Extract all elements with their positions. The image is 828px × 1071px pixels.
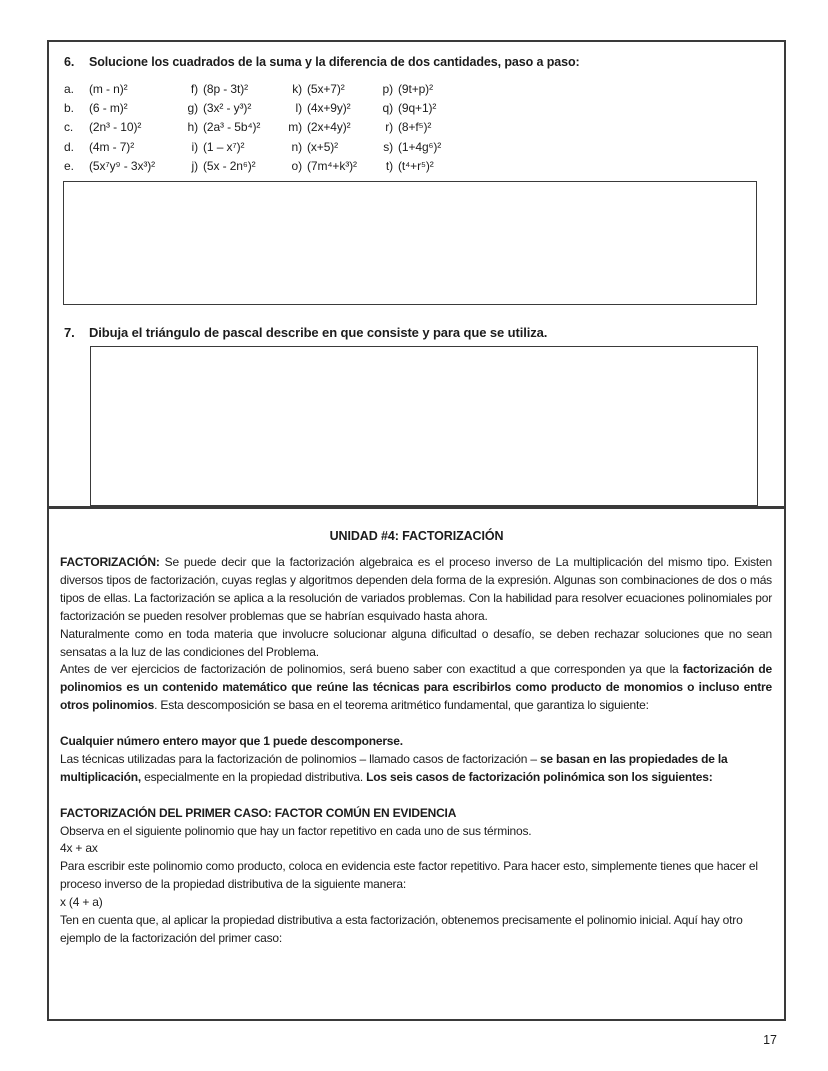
text-segment: Cualquier número entero mayor que 1 puede descomponerse. (60, 734, 403, 749)
exercise-item-expression: (9q+1)² (398, 101, 437, 116)
exercise-item-label: m) (288, 120, 302, 135)
exercise-item (377, 138, 441, 157)
exercise-item-label: c. (64, 120, 74, 135)
exercise-item (64, 118, 182, 137)
unit4-paragraph (60, 554, 772, 626)
exercise-item (182, 118, 286, 137)
exercise-item-label: e. (64, 158, 74, 173)
exercise-item (377, 80, 441, 99)
unit4-title: UNIDAD #4: FACTORIZACIÓN (329, 529, 504, 543)
text-segment: Para escribir este polinomio como producto, coloca en evidencia este factor repetitivo. Para hacer esto, simplemente tienes que hacer el proceso inverso de la propiedad distributiva de la siguiente manera: (60, 859, 758, 892)
text-segment: se basan en las propiedades de la multiplicación, (60, 751, 728, 784)
exercise-item-expression: (5x - 2n⁶)² (203, 158, 256, 173)
exercise-item-label: q) (382, 101, 393, 116)
exercise-6-row (64, 118, 441, 137)
exercise-item (377, 157, 441, 176)
exercise-item-expression: (4m - 7)² (89, 139, 135, 154)
exercise-item (377, 118, 441, 137)
unit4-paragraph (60, 626, 772, 662)
exercise-item-expression: (5x⁷y⁹ - 3x³)² (89, 158, 156, 173)
exercise-6-answer-box[interactable] (63, 181, 757, 305)
exercise-item (286, 118, 377, 137)
exercise-item-label: g) (187, 101, 198, 116)
unit4-paragraph (60, 894, 772, 912)
exercise-item-label: l) (295, 101, 302, 116)
exercise-6-row (64, 80, 441, 99)
exercise-item (377, 99, 441, 118)
exercise-6-title: Solucione los cuadrados de la suma y la diferencia de dos cantidades, paso a paso: (89, 55, 580, 69)
exercise-item-expression: (9t+p)² (398, 82, 433, 96)
exercise-item-label: r) (385, 120, 393, 135)
text-segment: especialmente en la propiedad distributiva. (144, 769, 367, 784)
exercise-item-label: i) (191, 139, 198, 154)
exercise-item-label: o) (291, 158, 302, 173)
unit4-paragraph (60, 823, 772, 841)
exercise-item-expression: (8+f⁵)² (398, 120, 432, 135)
exercise-item-expression: (x+5)² (307, 139, 339, 154)
exercise-item (286, 80, 377, 99)
exercise-item (286, 157, 377, 176)
exercise-item (64, 138, 182, 157)
exercise-item-label: d. (64, 139, 74, 154)
text-segment: Naturalmente como en toda materia que involucre solucionar alguna dificultad o desafío, se deben rechazar soluciones que no sean sensatas a la luz de las condiciones del Problema. (60, 626, 772, 659)
text-segment: factorización de polinomios es un contenido matemático que reúne las técnicas para escribirlos como producto de monomios o incluso entre otros polinomios (60, 662, 773, 713)
exercise-7-heading (64, 325, 547, 340)
exercise-6-row (64, 157, 441, 176)
exercise-item-expression: (8p - 3t)² (203, 82, 249, 96)
exercise-item (64, 157, 182, 176)
exercise-7-answer-box[interactable] (90, 346, 758, 506)
exercise-item-expression: (2a³ - 5b⁴)² (203, 120, 261, 135)
exercise-7-title: Dibuja el triángulo de pascal describe en que consiste y para que se utiliza. (89, 325, 548, 340)
text-segment: FACTORIZACIÓN DEL PRIMER CASO: FACTOR COMÚN EN EVIDENCIA (60, 805, 457, 820)
section-divider (49, 506, 784, 509)
text-segment: Los seis casos de factorización polinómica son los siguientes: (366, 769, 713, 784)
exercise-item-expression: (4x+9y)² (307, 101, 351, 116)
text-segment: Observa en el siguiente polinomio que hay un factor repetitivo en cada uno de sus términos. (60, 823, 532, 838)
exercise-6-number: 6. (64, 55, 75, 69)
exercise-item (182, 99, 286, 118)
exercise-item-label: j) (191, 158, 198, 173)
unit4-paragraph (60, 840, 772, 858)
exercise-6-heading (64, 55, 580, 69)
exercise-item-expression: (6 - m)² (89, 101, 128, 116)
unit4-paragraph (60, 858, 772, 894)
exercise-item-label: a. (64, 82, 74, 96)
exercise-6-row (64, 99, 441, 118)
exercise-item-label: n) (291, 139, 302, 154)
exercise-item-expression: (m - n)² (89, 82, 128, 96)
exercise-item-expression: (3x² - y³)² (203, 101, 252, 116)
text-segment: Ten en cuenta que, al aplicar la propiedad distributiva a esta factorización, obtenemos precisamente el polinomio inicial. Aquí hay otro ejemplo de la factorización del primer caso: (60, 913, 743, 945)
text-segment: Antes de ver ejercicios de factorización de polinomios, será bueno saber con exactitud a que corresponden ya que la (60, 662, 683, 677)
page-number: 17 (763, 1033, 777, 1047)
exercise-item-label: t) (385, 158, 393, 173)
unit4-paragraph (60, 661, 772, 715)
exercise-item-expression: (1+4g⁶)² (398, 139, 442, 154)
exercise-item-label: f) (190, 82, 198, 96)
exercise-item (182, 157, 286, 176)
exercise-6-list (64, 80, 441, 176)
exercise-item-label: k) (292, 82, 302, 96)
exercise-item-expression: (1 – x⁷)² (203, 139, 245, 154)
text-segment: Las técnicas utilizadas para la factorización de polinomios – llamado casos de factorización – (60, 751, 540, 766)
text-segment: Se puede decir que la factorización algebraica es el proceso inverso de La multiplicación del mismo tipo. Existen diversos tipos de factorización, cuyas reglas y algoritmos dependen dela forma de la expresión. Algunas son combinaciones de dos o más tipos de ellas. La factorización se aplica a la resolución de variados problemas. Con la habilidad para resolver ecuaciones polinomiales por factorización se pueden resolver problemas que se habrían esquivado hasta ahora. (60, 555, 772, 623)
exercise-item (64, 99, 182, 118)
text-segment: x (4 + a) (60, 895, 103, 910)
exercise-item-expression: (7m⁴+k³)² (307, 158, 357, 173)
exercise-item-label: h) (187, 120, 198, 135)
text-segment: FACTORIZACIÓN: (60, 555, 160, 569)
exercise-item (182, 138, 286, 157)
exercise-6-row (64, 138, 441, 157)
content-frame (47, 40, 786, 1021)
exercise-item-expression: (5x+7)² (307, 82, 345, 96)
exercise-item-label: p) (382, 82, 393, 96)
exercise-item (286, 138, 377, 157)
exercise-item (182, 80, 286, 99)
unit4-paragraphs (60, 554, 772, 948)
exercise-item-expression: (2n³ - 10)² (89, 120, 142, 135)
exercise-item-expression: (t⁴+r⁵)² (398, 158, 434, 173)
exercise-item-label: s) (383, 139, 393, 154)
text-segment: . Esta descomposición se basa en el teorema aritmético fundamental, que garantiza lo siguiente: (154, 698, 649, 713)
unit4-paragraph (60, 805, 772, 823)
exercise-item-label: b. (64, 101, 74, 116)
unit4-paragraph (60, 912, 772, 948)
unit4-paragraph (60, 751, 772, 787)
exercise-item-expression: (2x+4y)² (307, 120, 351, 135)
exercise-7-number: 7. (64, 325, 75, 340)
exercise-item (64, 80, 182, 99)
text-segment: 4x + ax (60, 841, 98, 856)
exercise-item (286, 99, 377, 118)
unit4-paragraph (60, 733, 772, 751)
